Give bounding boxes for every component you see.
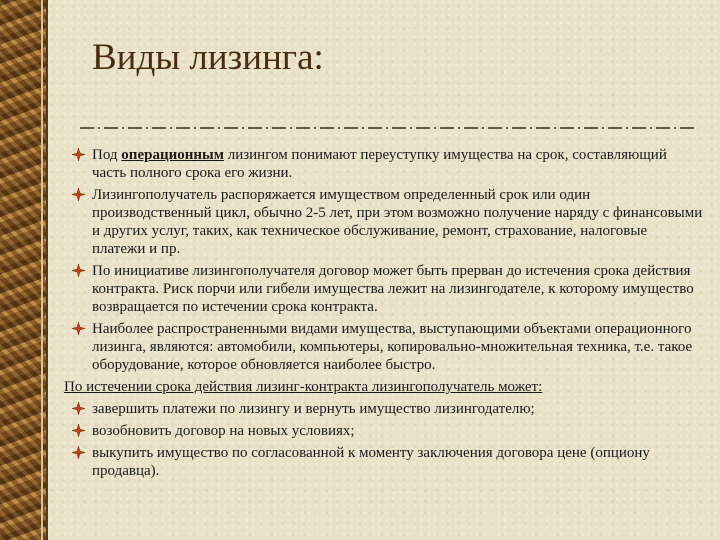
item-text: Под	[92, 147, 122, 163]
list-item	[64, 422, 704, 440]
star-bullet-icon	[72, 322, 85, 335]
list-item	[64, 444, 704, 480]
item-text: По инициативе лизингополучателя договор может быть прерван до истечения срока действия контракта. Риск порчи или гибели имущества лежит на лизингодателе, к которому имущество возвращается по истечении срока контракта.	[92, 263, 694, 315]
star-bullet-icon	[72, 148, 85, 161]
star-bullet-icon	[72, 264, 85, 277]
list-item	[64, 400, 704, 418]
list-item	[64, 262, 704, 316]
item-emphasis: операционным	[121, 147, 224, 163]
star-bullet-icon	[72, 402, 85, 415]
content-area	[64, 146, 704, 484]
star-bullet-icon	[72, 424, 85, 437]
dashed-divider	[80, 122, 696, 134]
item-text: выкупить имущество по согласованной к моменту заключения договора цене (опциону продавца).	[92, 445, 650, 479]
decorative-border	[0, 0, 48, 540]
star-bullet-icon	[72, 446, 85, 459]
slide-title: Виды лизинга:	[92, 37, 324, 78]
item-text: Наиболее распространенными видами имущества, выступающими объектами операционного лизинга, являются: автомобили, компьютеры, копировально-множительная техника, т.е. такое оборудование, которое обновляется наиболее быстро.	[92, 321, 693, 373]
item-text: завершить платежи по лизингу и вернуть имущество лизингодателю;	[92, 401, 535, 417]
star-bullet-icon	[72, 188, 85, 201]
item-text: Лизингополучатель распоряжается имуществом определенный срок или один производственный цикл, обычно 2-5 лет, при этом возможно получение наряду с финансовыми и других услуг, таких, как техническое обслуживание, ремонт, страхование, налоговые платежи и пр.	[92, 187, 703, 257]
list-item	[64, 186, 704, 258]
item-text: возобновить договор на новых условиях;	[92, 423, 355, 439]
list-item	[64, 146, 704, 182]
section-note: По истечении срока действия лизинг-контракта лизингополучатель может:	[64, 379, 543, 395]
item-text-rest: лизингом понимают переуступку имущества на срок, составляющий часть полного срока его жизни.	[92, 147, 667, 181]
list-item	[64, 320, 704, 374]
